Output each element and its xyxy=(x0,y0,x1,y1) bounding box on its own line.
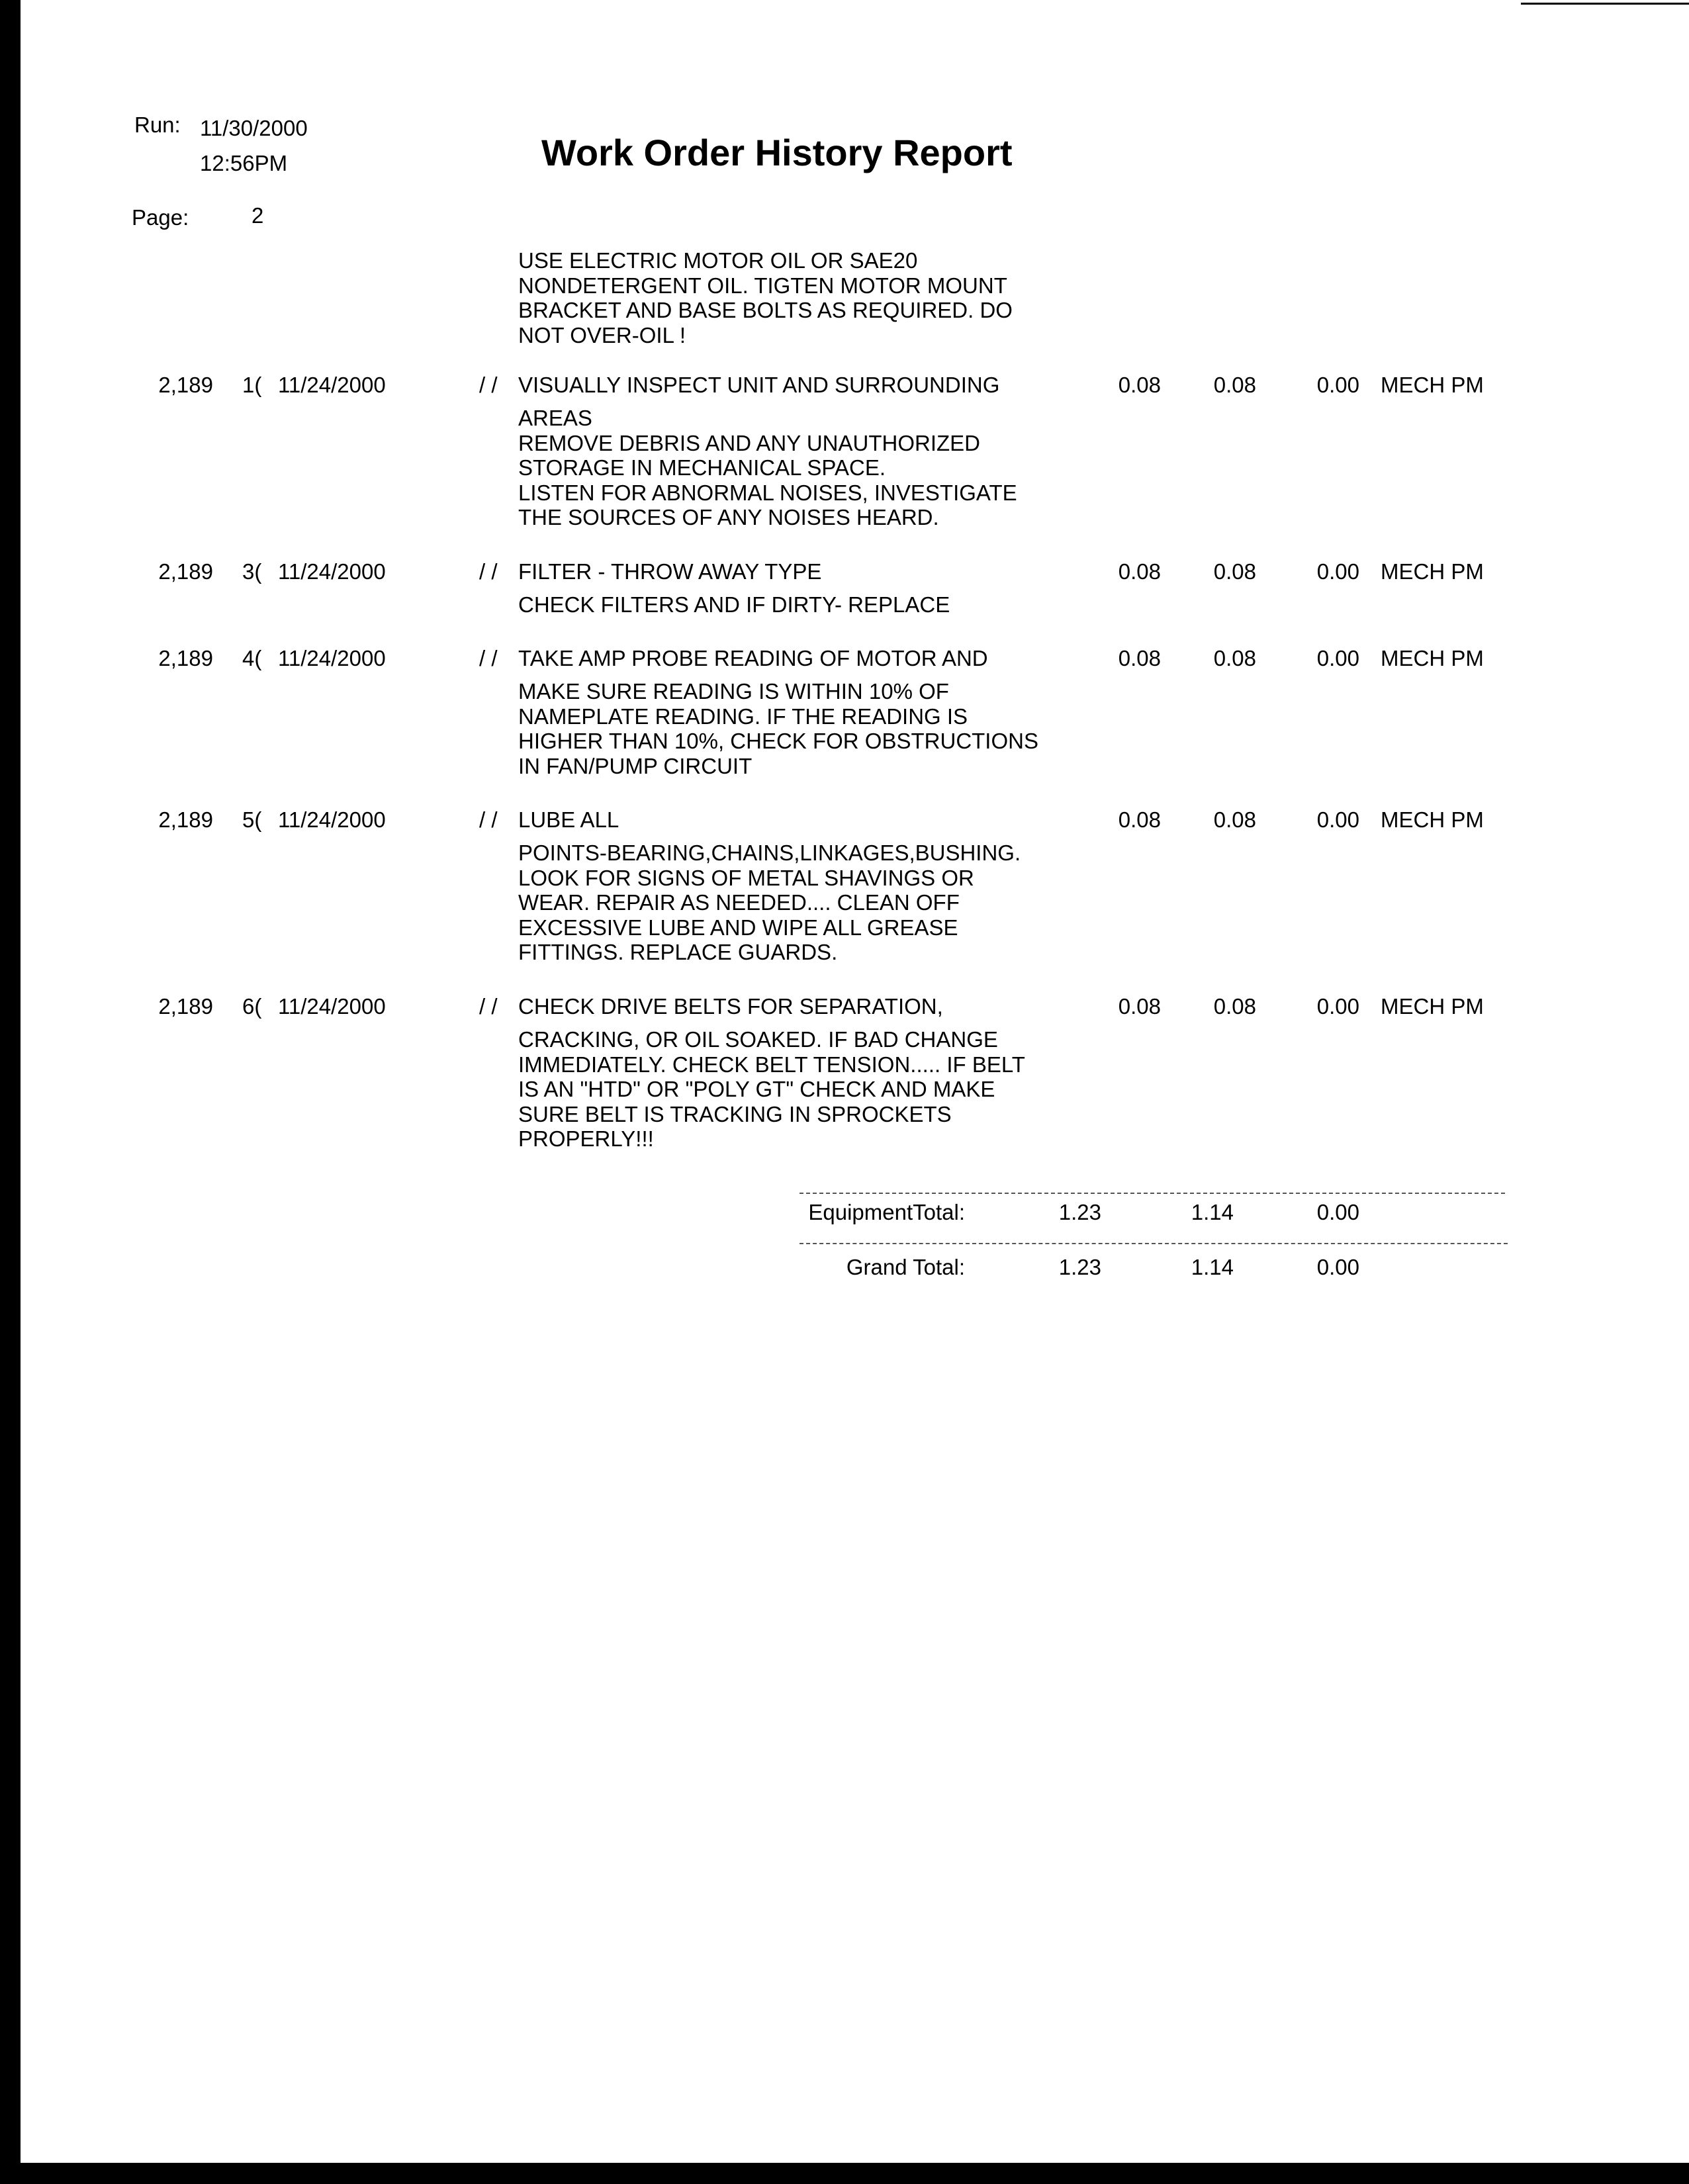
carryover-description xyxy=(518,248,1013,347)
description-line: AREAS xyxy=(518,406,592,430)
task-description xyxy=(518,406,1017,530)
task-title: CHECK DRIVE BELTS FOR SEPARATION, xyxy=(518,994,943,1019)
carryover-line: BRACKET AND BASE BOLTS AS REQUIRED. DO xyxy=(518,298,1013,322)
work-date: 11/24/2000 xyxy=(278,373,386,397)
completion-date: / / xyxy=(479,646,498,670)
description-line: IS AN "HTD" OR "POLY GT" CHECK AND MAKE xyxy=(518,1077,995,1101)
task-code: 1( xyxy=(242,373,262,397)
equipment-number: 2,189 xyxy=(158,373,213,397)
grand-total-cost: 0.00 xyxy=(1316,1255,1359,1279)
description-line: NAMEPLATE READING. IF THE READING IS xyxy=(518,704,968,729)
cost: 0.00 xyxy=(1316,559,1359,584)
scan-edge-bottom xyxy=(0,2163,1689,2184)
task-description xyxy=(518,679,1038,778)
actual-hours: 0.08 xyxy=(1213,807,1256,832)
run-label: Run: xyxy=(134,113,181,137)
completion-date: / / xyxy=(479,373,498,397)
completion-date: / / xyxy=(479,807,498,832)
cost: 0.00 xyxy=(1316,994,1359,1019)
description-line: PROPERLY!!! xyxy=(518,1126,654,1151)
actual-hours: 0.08 xyxy=(1213,994,1256,1019)
page-label: Page: xyxy=(132,205,189,230)
description-line: THE SOURCES OF ANY NOISES HEARD. xyxy=(518,505,939,529)
equipment-total-cost: 0.00 xyxy=(1316,1200,1359,1224)
equipment-number: 2,189 xyxy=(158,646,213,670)
scan-edge-top-line xyxy=(1521,3,1689,5)
craft: MECH PM xyxy=(1381,807,1484,832)
report-title: Work Order History Report xyxy=(541,132,1013,173)
estimated-hours: 0.08 xyxy=(1118,373,1161,397)
task-description xyxy=(518,1027,1025,1152)
task-code: 6( xyxy=(242,994,262,1019)
description-line: EXCESSIVE LUBE AND WIPE ALL GREASE xyxy=(518,915,958,940)
estimated-hours: 0.08 xyxy=(1118,807,1161,832)
carryover-line: NOT OVER-OIL ! xyxy=(518,322,686,347)
grand-total-label: Grand Total: xyxy=(846,1255,965,1279)
carryover-line: NONDETERGENT OIL. TIGTEN MOTOR MOUNT xyxy=(518,273,1007,298)
task-code: 3( xyxy=(242,559,262,584)
task-title: VISUALLY INSPECT UNIT AND SURROUNDING xyxy=(518,373,1000,397)
task-title: LUBE ALL xyxy=(518,807,619,832)
completion-date: / / xyxy=(479,994,498,1019)
actual-hours: 0.08 xyxy=(1213,646,1256,670)
equipment-total-actual: 1.14 xyxy=(1191,1200,1234,1224)
work-date: 11/24/2000 xyxy=(278,559,386,584)
actual-hours: 0.08 xyxy=(1213,559,1256,584)
description-line: STORAGE IN MECHANICAL SPACE. xyxy=(518,455,886,480)
scan-edge-left xyxy=(0,0,21,2184)
equipment-number: 2,189 xyxy=(158,807,213,832)
craft: MECH PM xyxy=(1381,559,1484,584)
task-description xyxy=(518,841,1021,965)
craft: MECH PM xyxy=(1381,994,1484,1019)
description-line: REMOVE DEBRIS AND ANY UNAUTHORIZED xyxy=(518,430,981,455)
completion-date: / / xyxy=(479,559,498,584)
grand-total-estimated: 1.23 xyxy=(1058,1255,1101,1279)
grand-total-actual: 1.14 xyxy=(1191,1255,1234,1279)
total-separator-line xyxy=(799,1193,1505,1194)
task-description xyxy=(518,592,950,617)
work-date: 11/24/2000 xyxy=(278,807,386,832)
run-time: 12:56PM xyxy=(200,151,288,175)
estimated-hours: 0.08 xyxy=(1118,559,1161,584)
carryover-line: USE ELECTRIC MOTOR OIL OR SAE20 xyxy=(518,248,918,273)
equipment-total-estimated: 1.23 xyxy=(1058,1200,1101,1224)
cost: 0.00 xyxy=(1316,373,1359,397)
description-line: LISTEN FOR ABNORMAL NOISES, INVESTIGATE xyxy=(518,480,1017,505)
equipment-total-label: EquipmentTotal: xyxy=(808,1200,965,1224)
description-line: IN FAN/PUMP CIRCUIT xyxy=(518,753,753,778)
description-line: POINTS-BEARING,CHAINS,LINKAGES,BUSHING. xyxy=(518,841,1021,865)
description-line: IMMEDIATELY. CHECK BELT TENSION..... IF BELT xyxy=(518,1052,1025,1077)
description-line: MAKE SURE READING IS WITHIN 10% OF xyxy=(518,679,949,704)
task-code: 4( xyxy=(242,646,262,670)
craft: MECH PM xyxy=(1381,646,1484,670)
actual-hours: 0.08 xyxy=(1213,373,1256,397)
description-line: LOOK FOR SIGNS OF METAL SHAVINGS OR xyxy=(518,865,974,890)
equipment-number: 2,189 xyxy=(158,559,213,584)
cost: 0.00 xyxy=(1316,646,1359,670)
description-line: SURE BELT IS TRACKING IN SPROCKETS xyxy=(518,1101,952,1126)
page-number: 2 xyxy=(251,203,264,228)
task-title: TAKE AMP PROBE READING OF MOTOR AND xyxy=(518,646,988,670)
craft: MECH PM xyxy=(1381,373,1484,397)
equipment-number: 2,189 xyxy=(158,994,213,1019)
description-line: CHECK FILTERS AND IF DIRTY- REPLACE xyxy=(518,592,950,617)
grand-total-separator-line xyxy=(799,1243,1508,1244)
run-date: 11/30/2000 xyxy=(200,116,308,140)
description-line: CRACKING, OR OIL SOAKED. IF BAD CHANGE xyxy=(518,1027,998,1052)
description-line: FITTINGS. REPLACE GUARDS. xyxy=(518,940,838,964)
work-date: 11/24/2000 xyxy=(278,646,386,670)
cost: 0.00 xyxy=(1316,807,1359,832)
estimated-hours: 0.08 xyxy=(1118,994,1161,1019)
task-code: 5( xyxy=(242,807,262,832)
task-title: FILTER - THROW AWAY TYPE xyxy=(518,559,822,584)
estimated-hours: 0.08 xyxy=(1118,646,1161,670)
description-line: WEAR. REPAIR AS NEEDED.... CLEAN OFF xyxy=(518,890,960,915)
description-line: HIGHER THAN 10%, CHECK FOR OBSTRUCTIONS xyxy=(518,729,1038,753)
work-date: 11/24/2000 xyxy=(278,994,386,1019)
